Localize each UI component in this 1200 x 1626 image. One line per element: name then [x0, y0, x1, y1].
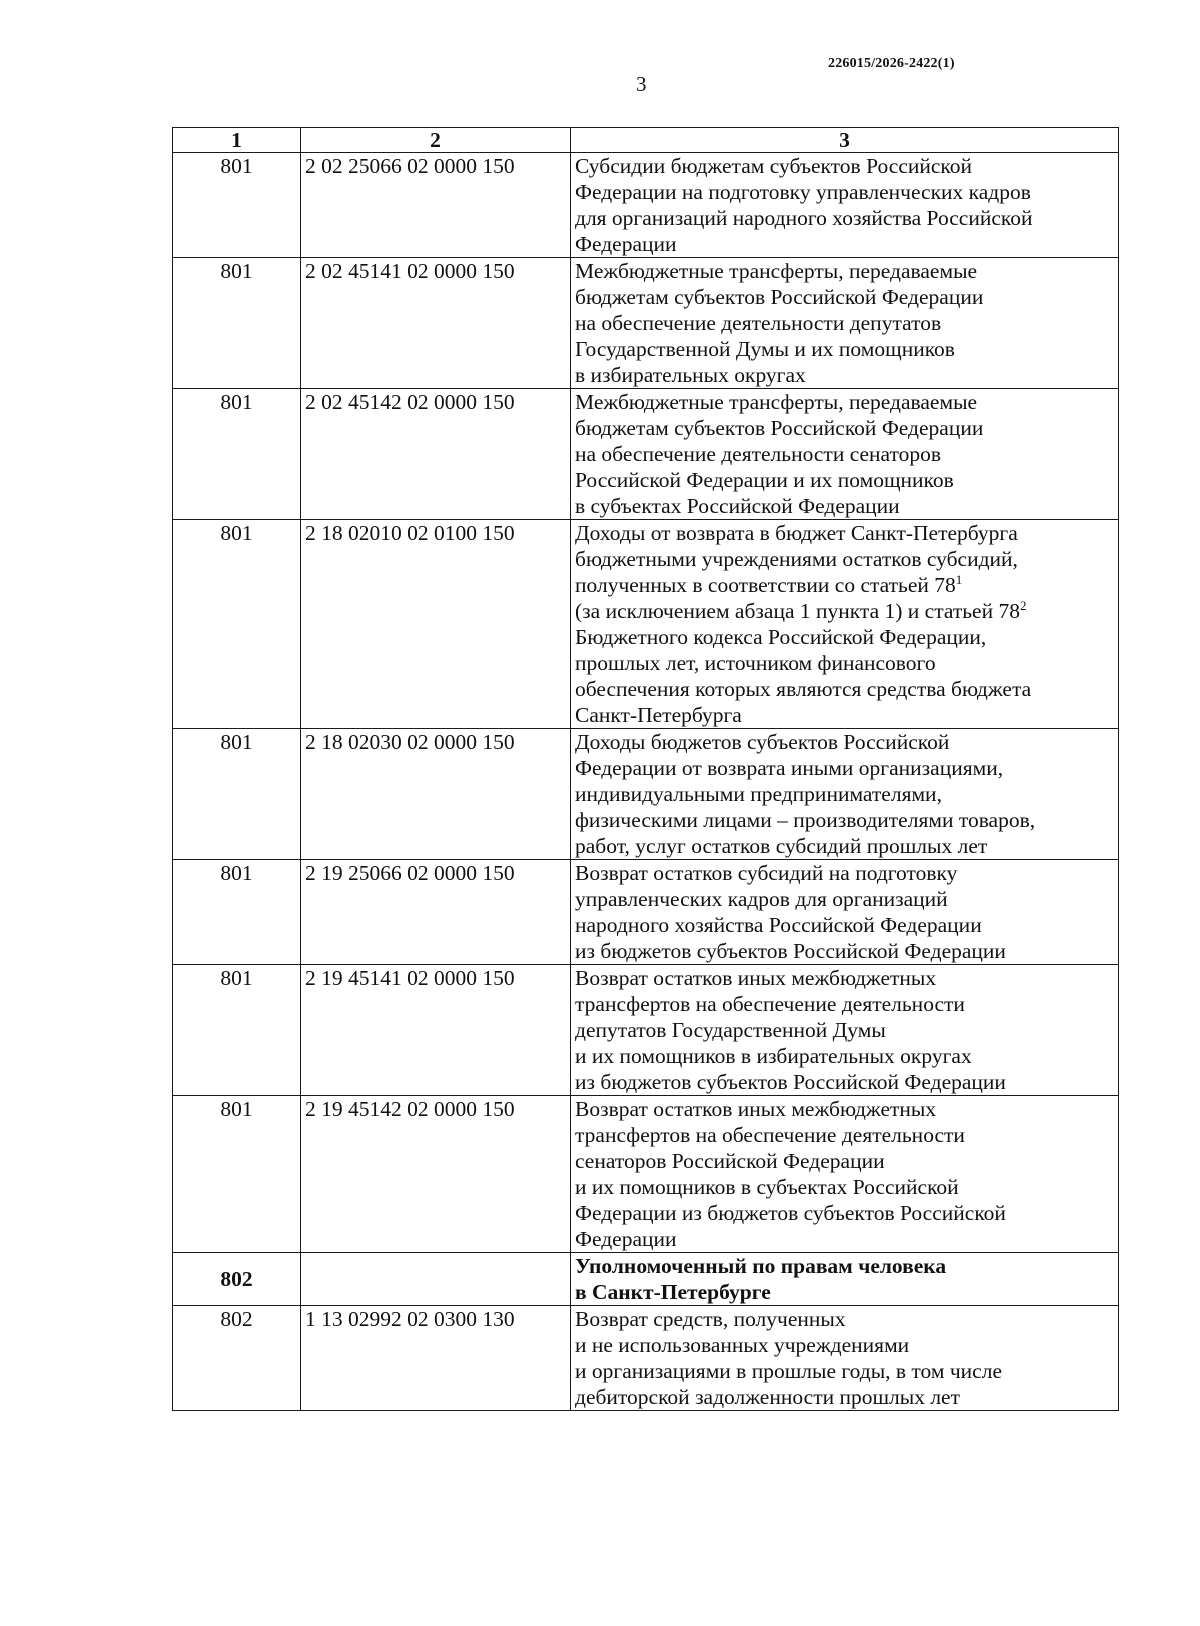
description-line: Возврат остатков субсидий на подготовку — [575, 861, 958, 885]
description-line: Возврат средств, полученных — [575, 1307, 846, 1331]
table-row — [173, 965, 1119, 1096]
description-line-text: (за исключением абзаца 1 пункта 1) и статьей 78 — [575, 599, 1020, 623]
admin-code-cell: 801 — [173, 965, 301, 1096]
admin-code-cell: 801 — [173, 258, 301, 389]
description-cell — [571, 860, 1119, 965]
description-line: трансфертов на обеспечение деятельности — [575, 1123, 965, 1147]
description-line: из бюджетов субъектов Российской Федерации — [575, 1070, 1006, 1094]
description-line: народного хозяйства Российской Федерации — [575, 913, 982, 937]
description-line: на обеспечение деятельности сенаторов — [575, 442, 942, 466]
budget-code-cell: 2 19 45141 02 0000 150 — [301, 965, 571, 1096]
description-line: индивидуальными предпринимателями, — [575, 782, 942, 806]
description-line: в избирательных округах — [575, 363, 806, 387]
column-header-3: 3 — [571, 128, 1119, 153]
budget-code-cell: 2 02 45142 02 0000 150 — [301, 389, 571, 520]
description-line: прошлых лет, источником финансового — [575, 651, 936, 675]
page-number: 3 — [636, 72, 647, 96]
description-line: Межбюджетные трансферты, передаваемые — [575, 259, 978, 283]
description-line: из бюджетов субъектов Российской Федерации — [575, 939, 1006, 963]
table-row — [173, 520, 1119, 729]
table-row — [173, 1096, 1119, 1253]
description-line: Санкт-Петербурга — [575, 703, 742, 727]
admin-code-cell: 801 — [173, 1096, 301, 1253]
description-line: Доходы от возврата в бюджет Санкт-Петербурга — [575, 521, 1018, 545]
budget-code-cell: 1 13 02992 02 0300 130 — [301, 1306, 571, 1411]
description-line: и организациями в прошлые годы, в том числе — [575, 1359, 1002, 1383]
section-title-line: Уполномоченный по правам человека — [575, 1254, 947, 1278]
description-line-with-superscript — [575, 598, 1114, 624]
column-header-1: 1 — [173, 128, 301, 153]
admin-code-cell: 802 — [173, 1306, 301, 1411]
admin-code-cell: 801 — [173, 520, 301, 729]
article-superscript: 1 — [955, 571, 963, 587]
description-line: бюджетам субъектов Российской Федерации — [575, 416, 984, 440]
description-line-text: полученных в соответствии со статьей 78 — [575, 573, 956, 597]
description-cell — [571, 965, 1119, 1096]
budget-code-cell: 2 19 25066 02 0000 150 — [301, 860, 571, 965]
description-cell — [571, 1306, 1119, 1411]
description-line: Доходы бюджетов субъектов Российской — [575, 730, 950, 754]
description-line: Бюджетного кодекса Российской Федерации, — [575, 625, 987, 649]
table-row — [173, 860, 1119, 965]
description-line: Федерации из бюджетов субъектов Российской — [575, 1201, 1006, 1225]
description-cell — [571, 729, 1119, 860]
description-cell — [571, 153, 1119, 258]
admin-code-cell: 801 — [173, 389, 301, 520]
description-line: для организаций народного хозяйства Российской — [575, 206, 1033, 230]
budget-code-cell — [301, 1253, 571, 1306]
description-line: Федерации — [575, 1227, 677, 1251]
description-line: Межбюджетные трансферты, передаваемые — [575, 390, 978, 414]
description-cell — [571, 520, 1119, 729]
budget-classification-table — [172, 127, 1119, 1411]
description-line-with-superscript — [575, 572, 1114, 598]
description-line: Российской Федерации и их помощников — [575, 468, 954, 492]
budget-code-cell: 2 02 45141 02 0000 150 — [301, 258, 571, 389]
description-cell — [571, 258, 1119, 389]
description-cell — [571, 389, 1119, 520]
budget-code-cell: 2 19 45142 02 0000 150 — [301, 1096, 571, 1253]
description-line: сенаторов Российской Федерации — [575, 1149, 885, 1173]
description-line: обеспечения которых являются средства бюджета — [575, 677, 1032, 701]
description-line: трансфертов на обеспечение деятельности — [575, 992, 965, 1016]
table-row — [173, 729, 1119, 860]
budget-code-cell: 2 18 02030 02 0000 150 — [301, 729, 571, 860]
section-header-row — [173, 1253, 1119, 1306]
description-line: депутатов Государственной Думы — [575, 1018, 886, 1042]
description-line: и их помощников в субъектах Российской — [575, 1175, 959, 1199]
description-line: дебиторской задолженности прошлых лет — [575, 1385, 960, 1409]
budget-code-cell: 2 18 02010 02 0100 150 — [301, 520, 571, 729]
table-header-row — [173, 128, 1119, 153]
document-registration-number: 226015/2026-2422(1) — [828, 56, 955, 71]
article-superscript: 2 — [1019, 597, 1027, 613]
description-line: Субсидии бюджетам субъектов Российской — [575, 154, 973, 178]
description-line: Возврат остатков иных межбюджетных — [575, 966, 937, 990]
admin-code-cell: 801 — [173, 153, 301, 258]
description-cell — [571, 1096, 1119, 1253]
description-line: на обеспечение деятельности депутатов — [575, 311, 942, 335]
section-title-line: в Санкт-Петербурге — [575, 1280, 771, 1304]
description-line: Федерации от возврата иными организациями, — [575, 756, 1004, 780]
admin-code-cell: 802 — [173, 1253, 301, 1306]
column-header-2: 2 — [301, 128, 571, 153]
description-line: Федерации на подготовку управленческих кадров — [575, 180, 1031, 204]
description-line: в субъектах Российской Федерации — [575, 494, 900, 518]
description-line: физическими лицами – производителями товаров, — [575, 808, 1036, 832]
table-row — [173, 153, 1119, 258]
description-line: бюджетными учреждениями остатков субсидий, — [575, 547, 1018, 571]
admin-code-cell: 801 — [173, 729, 301, 860]
admin-code-cell: 801 — [173, 860, 301, 965]
description-line: управленческих кадров для организаций — [575, 887, 948, 911]
table-row — [173, 1306, 1119, 1411]
description-line: и не использованных учреждениями — [575, 1333, 910, 1357]
budget-code-cell: 2 02 25066 02 0000 150 — [301, 153, 571, 258]
section-title-cell — [571, 1253, 1119, 1306]
description-line: бюджетам субъектов Российской Федерации — [575, 285, 984, 309]
description-line: Федерации — [575, 232, 677, 256]
description-line: Государственной Думы и их помощников — [575, 337, 955, 361]
table-row — [173, 258, 1119, 389]
description-line: и их помощников в избирательных округах — [575, 1044, 972, 1068]
description-line: Возврат остатков иных межбюджетных — [575, 1097, 937, 1121]
table-row — [173, 389, 1119, 520]
description-line: работ, услуг остатков субсидий прошлых лет — [575, 834, 988, 858]
